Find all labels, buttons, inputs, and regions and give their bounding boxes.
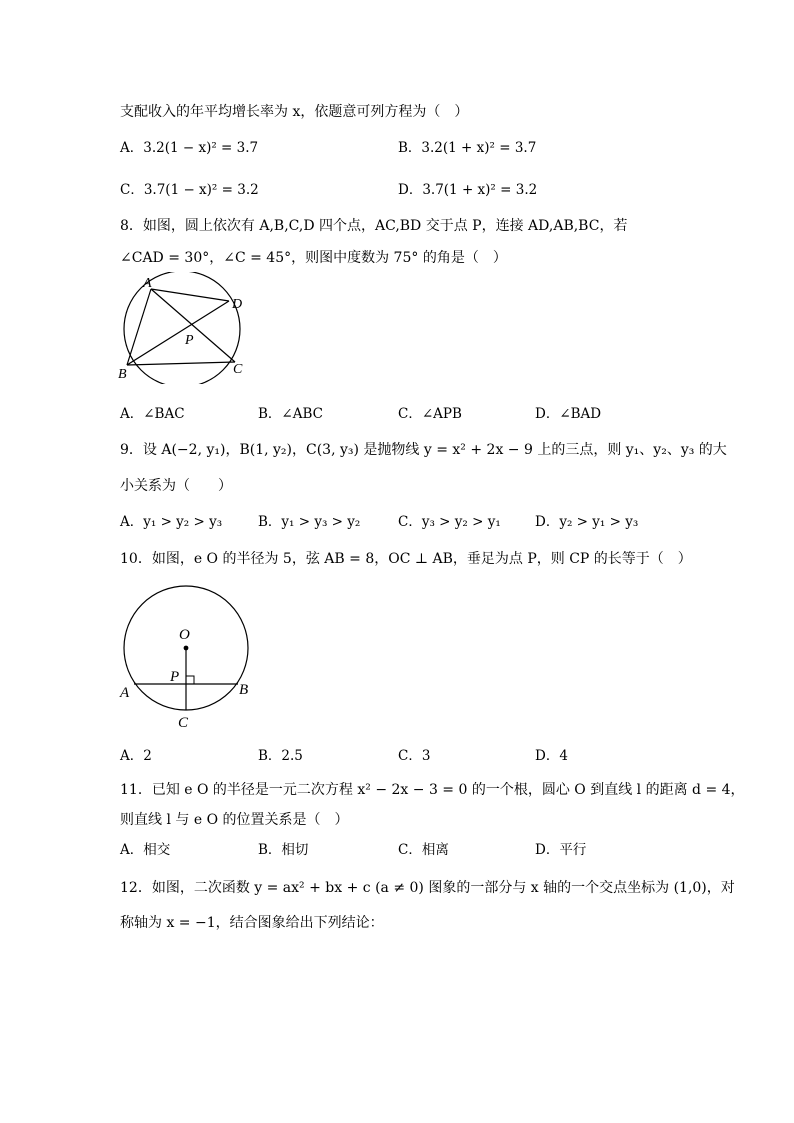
question-12-line1: 12．如图，二次函数 y = ax² + bx + c (a ≠ 0) 图象的一部分与 x 轴的一个交点坐标为 (1,0)，对 [120, 880, 735, 896]
q8-segment-ab [127, 289, 151, 365]
q11-option-b: B．相切 [258, 842, 309, 858]
q10-option-b: B．2.5 [258, 748, 303, 764]
q9-option-c: C．y₃ > y₂ > y₁ [398, 514, 501, 530]
question-11-line2: 则直线 l 与 e O 的位置关系是（ ） [120, 812, 349, 828]
q11-option-a: A．相交 [120, 842, 171, 858]
question-8-line1: 8．如图，圆上依次有 A,B,C,D 四个点，AC,BD 交于点 P，连接 AD,AB,BC，若 [120, 218, 628, 234]
q9-option-a: A．y₁ > y₂ > y₃ [120, 514, 223, 530]
question-9-line1: 9．设 A(−2, y₁)，B(1, y₂)，C(3, y₃) 是抛物线 y = x² + 2x − 9 上的三点，则 y₁、y₂、y₃ 的大 [120, 442, 727, 458]
q10-right-angle-mark [186, 676, 194, 684]
q10-center-dot [184, 646, 189, 651]
q8-circle-figure [112, 272, 252, 384]
q7-option-a: A．3.2(1 − x)² = 3.7 [120, 140, 259, 156]
q10-label-a: A [120, 685, 130, 701]
q8-option-a: A．∠BAC [120, 406, 185, 422]
question-10-line: 10．如图，e O 的半径为 5，弦 AB = 8，OC ⊥ AB，垂足为点 P，则 CP 的长等于（ ） [120, 551, 692, 567]
q9-option-d: D．y₂ > y₁ > y₃ [535, 514, 639, 530]
question-11-line1: 11．已知 e O 的半径是一元二次方程 x² − 2x − 3 = 0 的一个根，圆心 O 到直线 l 的距离 d = 4， [120, 782, 745, 798]
q8-segment-bd [127, 301, 229, 365]
q8-label-d: D [232, 297, 243, 312]
q10-option-d: D．4 [535, 748, 568, 764]
question-7-intro: 支配收入的年平均增长率为 x，依题意可列方程为（ ） [120, 104, 469, 120]
q8-circle [124, 272, 243, 384]
q10-option-c: C．3 [398, 748, 431, 764]
q10-circle-figure [112, 580, 262, 732]
q10-option-a: A．2 [120, 748, 152, 764]
q8-option-d: D．∠BAD [535, 406, 602, 422]
q7-option-b: B．3.2(1 + x)² = 3.7 [398, 140, 537, 156]
q10-label-c: C [178, 715, 189, 731]
q8-label-p: P [185, 333, 194, 348]
question-9-line2: 小关系为（ ） [120, 478, 232, 494]
q8-label-a: A [143, 276, 152, 291]
q8-option-b: B．∠ABC [258, 406, 323, 422]
q10-label-b: B [239, 682, 249, 698]
q10-label-p: P [170, 669, 180, 685]
q8-label-c: C [233, 362, 243, 377]
q11-option-c: C．相离 [398, 842, 449, 858]
q9-option-b: B．y₁ > y₃ > y₂ [258, 514, 361, 530]
question-12-line2: 称轴为 x = −1，结合图象给出下列结论： [120, 915, 384, 931]
q7-option-d: D．3.7(1 + x)² = 3.2 [398, 182, 538, 198]
q8-segment-bc [127, 362, 235, 365]
q8-label-b: B [118, 367, 127, 382]
q7-option-c: C．3.7(1 − x)² = 3.2 [120, 182, 259, 198]
q11-option-d: D．平行 [535, 842, 587, 858]
q8-option-c: C．∠APB [398, 406, 462, 422]
question-8-line2: ∠CAD = 30°，∠C = 45°，则图中度数为 75° 的角是（ ） [120, 250, 507, 266]
q10-label-o: O [179, 627, 190, 643]
